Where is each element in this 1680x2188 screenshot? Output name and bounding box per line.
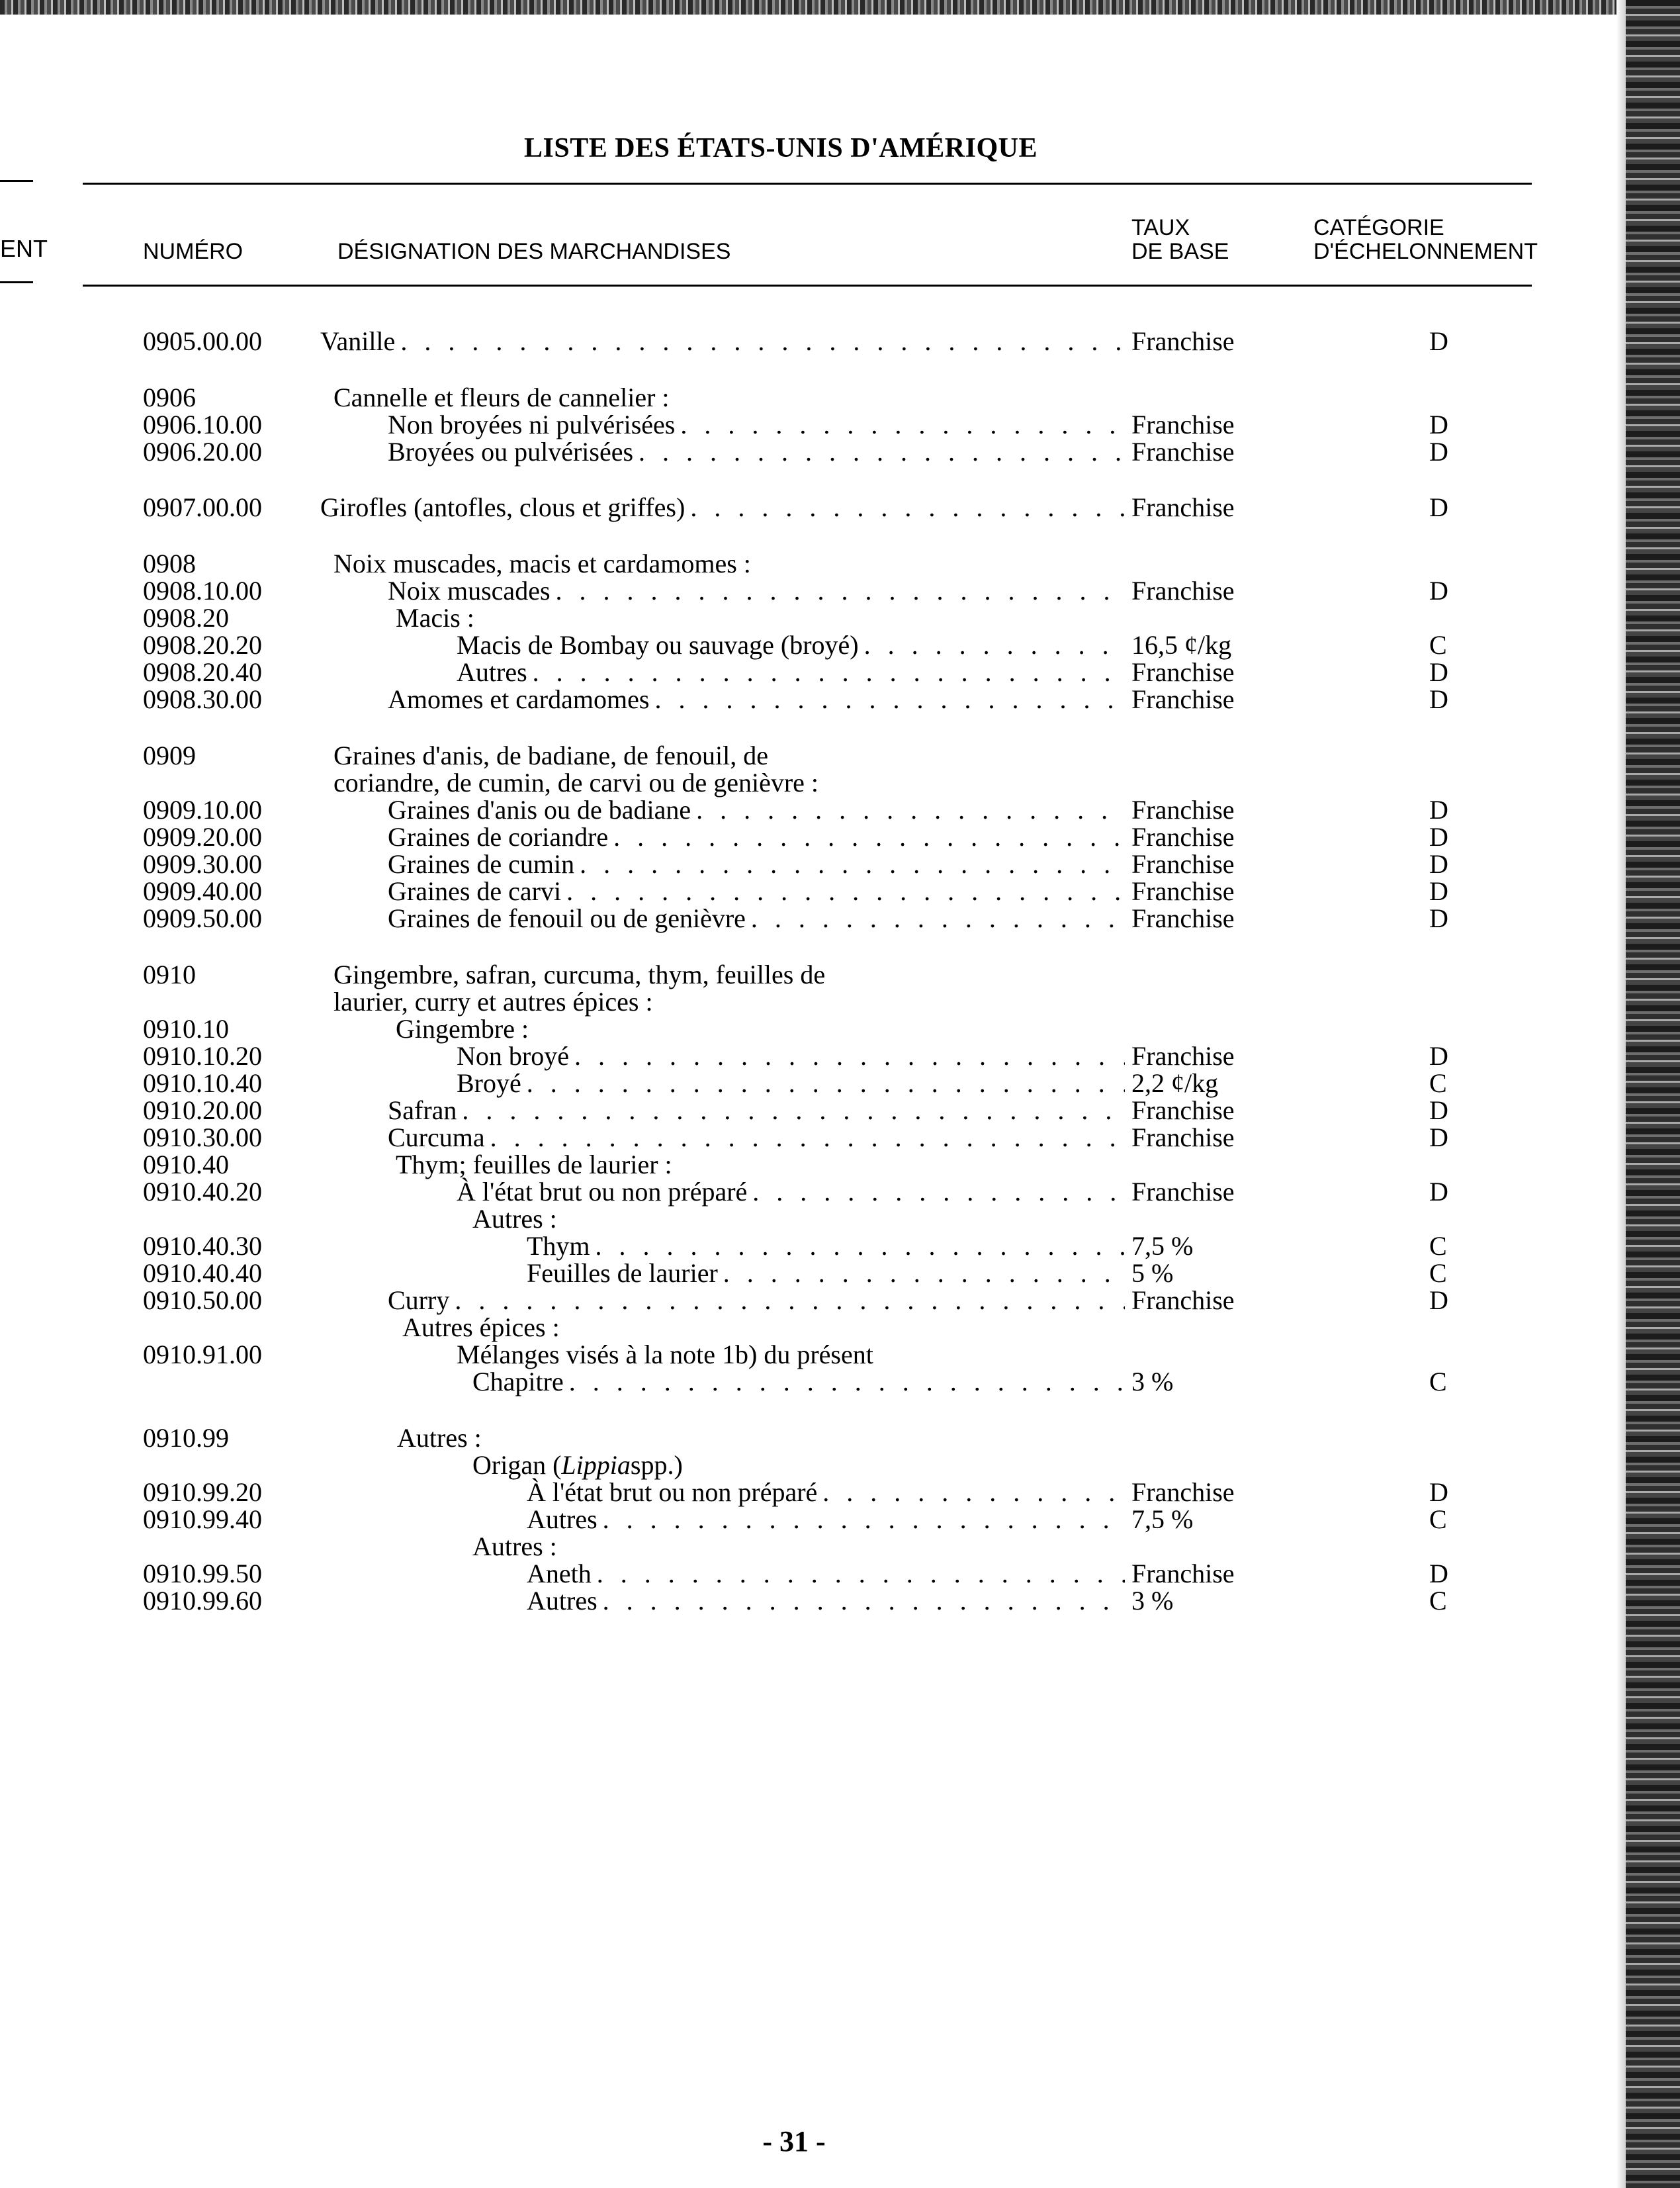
row-code: 0906.20.00 [143, 437, 262, 467]
table-row [0, 769, 1588, 797]
row-rate: 7,5 % [1131, 1231, 1194, 1261]
table-row [0, 1151, 1588, 1179]
row-rate: Franchise [1131, 903, 1235, 933]
row-rate: Franchise [1131, 849, 1235, 879]
leader-dots [574, 1042, 1125, 1070]
row-code: 0908 [143, 549, 196, 578]
header-rule-bottom [83, 285, 1532, 287]
row-designation-text: Graines de carvi [388, 876, 562, 906]
leader-dots [654, 686, 1125, 713]
row-code: 0910.10.20 [143, 1041, 262, 1071]
header-rule-top [83, 183, 1532, 185]
table-row [0, 878, 1588, 905]
row-designation [320, 328, 1125, 355]
row-designation [333, 384, 670, 412]
table-row [0, 1097, 1588, 1124]
row-rate: Franchise [1131, 876, 1235, 906]
table-row [0, 1560, 1588, 1588]
page-number: - 31 - [762, 2125, 826, 2158]
row-designation [388, 411, 1125, 439]
row-category: D [1429, 1095, 1448, 1125]
scan-edge-right [1626, 0, 1680, 2188]
row-designation-text: Amomes et cardamomes [388, 684, 650, 714]
leader-dots [597, 1560, 1125, 1588]
row-category: D [1429, 1477, 1448, 1507]
row-category: D [1429, 437, 1448, 467]
header-numero: NUMÉRO [143, 239, 243, 264]
row-designation-text: Noix muscades, macis et cardamomes : [333, 549, 751, 578]
row-designation-text: À l'état brut ou non préparé [457, 1177, 748, 1207]
row-category: D [1429, 1559, 1448, 1588]
row-designation-text: Non broyées ni pulvérisées [388, 410, 676, 439]
row-category: D [1429, 684, 1448, 714]
scan-edge-top [0, 0, 1680, 15]
row-rate: 16,5 ¢/kg [1131, 630, 1232, 660]
page-title: LISTE DES ÉTATS-UNIS D'AMÉRIQUE [524, 133, 1038, 163]
leader-dots [400, 328, 1125, 355]
row-designation-text: coriandre, de cumin, de carvi ou de genièvre : [333, 768, 819, 798]
table-row [0, 905, 1588, 933]
row-rate: Franchise [1131, 822, 1235, 852]
row-designation-text: Curcuma [388, 1122, 485, 1152]
row-category: C [1429, 1258, 1447, 1288]
table-row [0, 1178, 1588, 1206]
table-row [0, 796, 1588, 824]
row-designation-text: Thym [527, 1231, 590, 1261]
row-designation [457, 1178, 1125, 1206]
row-designation-italic: Lippia [561, 1450, 631, 1480]
row-designation-text: Autres [527, 1504, 597, 1534]
row-designation [388, 878, 1125, 905]
row-designation-text: Safran [388, 1095, 457, 1125]
row-designation [388, 1287, 1125, 1314]
row-rate: Franchise [1131, 1559, 1235, 1588]
left-rule-bottom [0, 281, 33, 283]
row-designation-suffix: spp.) [630, 1450, 683, 1480]
row-rate: Franchise [1131, 326, 1235, 356]
row-code: 0910.40.30 [143, 1231, 262, 1261]
row-rate: Franchise [1131, 795, 1235, 825]
row-rate: 3 % [1131, 1586, 1174, 1616]
table-row [0, 1533, 1588, 1561]
row-category: D [1429, 576, 1448, 606]
table-row [0, 1232, 1588, 1260]
table-row [0, 1205, 1588, 1233]
row-designation [527, 1232, 1125, 1260]
row-designation [472, 1533, 557, 1561]
row-designation [472, 1205, 557, 1233]
leader-dots [462, 1097, 1125, 1124]
leader-dots [639, 438, 1125, 466]
row-code: 0910.99.50 [143, 1559, 262, 1588]
row-designation [388, 1097, 1125, 1124]
row-rate: Franchise [1131, 1095, 1235, 1125]
row-code: 0907.00.00 [143, 492, 262, 522]
row-designation-text: Non broyé [457, 1041, 569, 1071]
row-designation [457, 631, 1125, 659]
leader-dots [527, 1070, 1125, 1097]
row-category: C [1429, 1504, 1447, 1534]
row-category: D [1429, 1041, 1448, 1071]
table-row [0, 384, 1588, 412]
row-designation [457, 1042, 1125, 1070]
row-designation [396, 604, 474, 632]
leader-dots [613, 823, 1125, 851]
row-code: 0909.30.00 [143, 849, 262, 879]
row-designation [472, 1451, 683, 1479]
table-row [0, 742, 1588, 770]
row-designation-text: Macis de Bombay ou sauvage (broyé) [457, 630, 859, 660]
header-taux: TAUX DE BASE [1131, 215, 1229, 264]
row-designation [402, 1314, 560, 1342]
row-designation-text: Broyé [457, 1068, 521, 1098]
row-designation-text: Graines de coriandre [388, 822, 609, 852]
row-designation-text: Gingembre : [396, 1014, 529, 1044]
row-code: 0910.99 [143, 1423, 229, 1453]
row-designation-text: Gingembre, safran, curcuma, thym, feuilles de [333, 960, 826, 989]
row-code: 0910.99.20 [143, 1477, 262, 1507]
row-rate: 5 % [1131, 1258, 1174, 1288]
table-row [0, 411, 1588, 439]
table-row [0, 577, 1588, 605]
table-row [0, 631, 1588, 659]
leader-dots [556, 577, 1125, 605]
row-designation [397, 1424, 482, 1452]
row-designation-text: Origan ( [472, 1450, 562, 1480]
table-row [0, 1368, 1588, 1396]
row-designation-text: Macis : [396, 603, 474, 633]
row-designation-text: Graines d'anis ou de badiane [388, 795, 691, 825]
row-designation [527, 1506, 1125, 1533]
row-code: 0910.30.00 [143, 1122, 262, 1152]
row-designation [388, 438, 1125, 466]
row-designation-text: Noix muscades [388, 576, 551, 606]
leader-dots [822, 1479, 1125, 1506]
row-code: 0910.99.60 [143, 1586, 262, 1616]
leader-dots [752, 1178, 1125, 1206]
row-code: 0910.10.40 [143, 1068, 262, 1098]
leader-dots [566, 878, 1125, 905]
row-designation [333, 550, 751, 578]
row-rate: Franchise [1131, 492, 1235, 522]
table-row [0, 1451, 1588, 1479]
row-rate: Franchise [1131, 1285, 1235, 1315]
table-row [0, 850, 1588, 878]
leader-dots [596, 1232, 1125, 1260]
row-designation [388, 905, 1125, 933]
row-category: C [1429, 1367, 1447, 1396]
row-category: D [1429, 903, 1448, 933]
row-code: 0909.10.00 [143, 795, 262, 825]
row-designation-text: Graines de fenouil ou de genièvre [388, 903, 746, 933]
row-rate: 2,2 ¢/kg [1131, 1068, 1219, 1098]
leader-dots [680, 411, 1125, 439]
row-designation [388, 796, 1125, 824]
leader-dots [603, 1587, 1125, 1615]
leader-dots [723, 1259, 1125, 1287]
row-code: 0910.91.00 [143, 1340, 262, 1369]
row-designation-text: Aneth [527, 1559, 592, 1588]
leader-dots [569, 1368, 1125, 1396]
row-designation-text: laurier, curry et autres épices : [333, 987, 653, 1017]
row-designation-text: Autres [457, 657, 527, 687]
row-designation [388, 577, 1125, 605]
row-code: 0908.10.00 [143, 576, 262, 606]
row-category: D [1429, 1122, 1448, 1152]
row-rate: Franchise [1131, 410, 1235, 439]
row-code: 0909 [143, 741, 196, 770]
row-code: 0910.20.00 [143, 1095, 262, 1125]
row-designation-text: Feuilles de laurier [527, 1258, 718, 1288]
row-code: 0910.10 [143, 1014, 229, 1044]
row-designation-text: Mélanges visés à la note 1b) du présent [457, 1340, 873, 1369]
row-code: 0909.40.00 [143, 876, 262, 906]
table-row [0, 1479, 1588, 1506]
row-category: D [1429, 492, 1448, 522]
table-row [0, 1506, 1588, 1533]
row-code: 0910.40.20 [143, 1177, 262, 1207]
leader-dots [533, 659, 1125, 686]
table-row [0, 604, 1588, 632]
leader-dots [690, 494, 1125, 522]
table-row [0, 988, 1588, 1016]
row-category: D [1429, 1177, 1448, 1207]
row-designation-text: Autres : [472, 1204, 557, 1234]
table-row [0, 494, 1588, 522]
table-row [0, 1424, 1588, 1452]
header-categorie: CATÉGORIE D'ÉCHELONNEMENT [1313, 215, 1538, 264]
table-row [0, 1042, 1588, 1070]
row-designation-text: Broyées ou pulvérisées [388, 437, 634, 467]
table-row [0, 1259, 1588, 1287]
row-designation [333, 742, 768, 770]
table-row [0, 1124, 1588, 1152]
row-designation-text: Girofles (antofles, clous et griffes) [320, 492, 685, 522]
row-category: D [1429, 1285, 1448, 1315]
row-rate: Franchise [1131, 1041, 1235, 1071]
row-designation-text: Autres [527, 1586, 597, 1616]
row-code: 0910.50.00 [143, 1285, 262, 1315]
table-row [0, 1587, 1588, 1615]
row-category: C [1429, 1068, 1447, 1098]
row-designation-text: À l'état brut ou non préparé [527, 1477, 818, 1507]
row-designation-text: Autres : [472, 1531, 557, 1561]
row-category: D [1429, 326, 1448, 356]
row-code: 0909.20.00 [143, 822, 262, 852]
row-rate: Franchise [1131, 576, 1235, 606]
table-row [0, 1070, 1588, 1097]
table-row [0, 1314, 1588, 1342]
row-designation-text: Chapitre [472, 1367, 564, 1396]
row-designation [527, 1259, 1125, 1287]
row-designation [388, 686, 1125, 713]
row-designation-text: Thym; feuilles de laurier : [396, 1150, 672, 1179]
row-designation [396, 1015, 529, 1043]
row-designation [527, 1479, 1125, 1506]
leader-dots [751, 905, 1125, 933]
leader-dots [696, 796, 1125, 824]
row-designation [388, 850, 1125, 878]
leader-dots [455, 1287, 1125, 1314]
row-category: D [1429, 876, 1448, 906]
row-code: 0910 [143, 960, 196, 989]
row-category: C [1429, 1586, 1447, 1616]
row-designation-text: Autres : [397, 1423, 482, 1453]
table-row [0, 1015, 1588, 1043]
leader-dots [580, 850, 1125, 878]
row-rate: Franchise [1131, 1477, 1235, 1507]
row-designation [457, 659, 1125, 686]
table-row [0, 961, 1588, 989]
row-category: D [1429, 822, 1448, 852]
row-designation [388, 1124, 1125, 1152]
row-code: 0910.40 [143, 1150, 229, 1179]
table-row [0, 1341, 1588, 1369]
row-rate: Franchise [1131, 437, 1235, 467]
leader-dots [864, 631, 1125, 659]
leader-dots [603, 1506, 1125, 1533]
row-code: 0909.50.00 [143, 903, 262, 933]
row-rate: Franchise [1131, 1122, 1235, 1152]
row-designation [333, 961, 825, 989]
row-code: 0908.20 [143, 603, 229, 633]
row-category: D [1429, 657, 1448, 687]
row-category: D [1429, 410, 1448, 439]
table-row [0, 686, 1588, 713]
row-designation-text: Cannelle et fleurs de cannelier : [333, 383, 670, 412]
row-rate: 3 % [1131, 1367, 1174, 1396]
row-designation [333, 769, 818, 797]
row-category: D [1429, 849, 1448, 879]
row-code: 0908.20.20 [143, 630, 262, 660]
row-designation [472, 1368, 1125, 1396]
row-code: 0906 [143, 383, 196, 412]
row-designation-text: Vanille [320, 326, 396, 356]
left-rule-top [0, 180, 33, 182]
row-designation [527, 1587, 1125, 1615]
row-category: C [1429, 1231, 1447, 1261]
row-designation [457, 1341, 873, 1369]
row-rate: Franchise [1131, 657, 1235, 687]
row-designation-text: Autres épices : [402, 1312, 560, 1342]
row-category: D [1429, 795, 1448, 825]
row-designation-text: Curry [388, 1285, 450, 1315]
row-designation [333, 988, 653, 1016]
row-rate: 7,5 % [1131, 1504, 1194, 1534]
table-row [0, 328, 1588, 355]
header-designation: DÉSIGNATION DES MARCHANDISES [337, 239, 731, 264]
row-designation [388, 823, 1125, 851]
table-row [0, 1287, 1588, 1314]
row-code: 0905.00.00 [143, 326, 262, 356]
row-designation [527, 1560, 1125, 1588]
row-designation-text: Graines de cumin [388, 849, 575, 879]
leader-dots [490, 1124, 1125, 1152]
table-row [0, 659, 1588, 686]
row-code: 0908.30.00 [143, 684, 262, 714]
row-rate: Franchise [1131, 1177, 1235, 1207]
row-code: 0910.99.40 [143, 1504, 262, 1534]
row-designation-text: Graines d'anis, de badiane, de fenouil, de [333, 741, 768, 770]
row-category: C [1429, 630, 1447, 660]
table-row [0, 438, 1588, 466]
left-cut-header: ENT [0, 235, 48, 262]
table-row [0, 550, 1588, 578]
row-code: 0906.10.00 [143, 410, 262, 439]
row-rate: Franchise [1131, 684, 1235, 714]
row-designation [320, 494, 1125, 522]
row-designation [396, 1151, 672, 1179]
row-designation [457, 1070, 1125, 1097]
table-row [0, 823, 1588, 851]
row-code: 0908.20.40 [143, 657, 262, 687]
scan-shadow-right [1616, 0, 1626, 2188]
row-code: 0910.40.40 [143, 1258, 262, 1288]
